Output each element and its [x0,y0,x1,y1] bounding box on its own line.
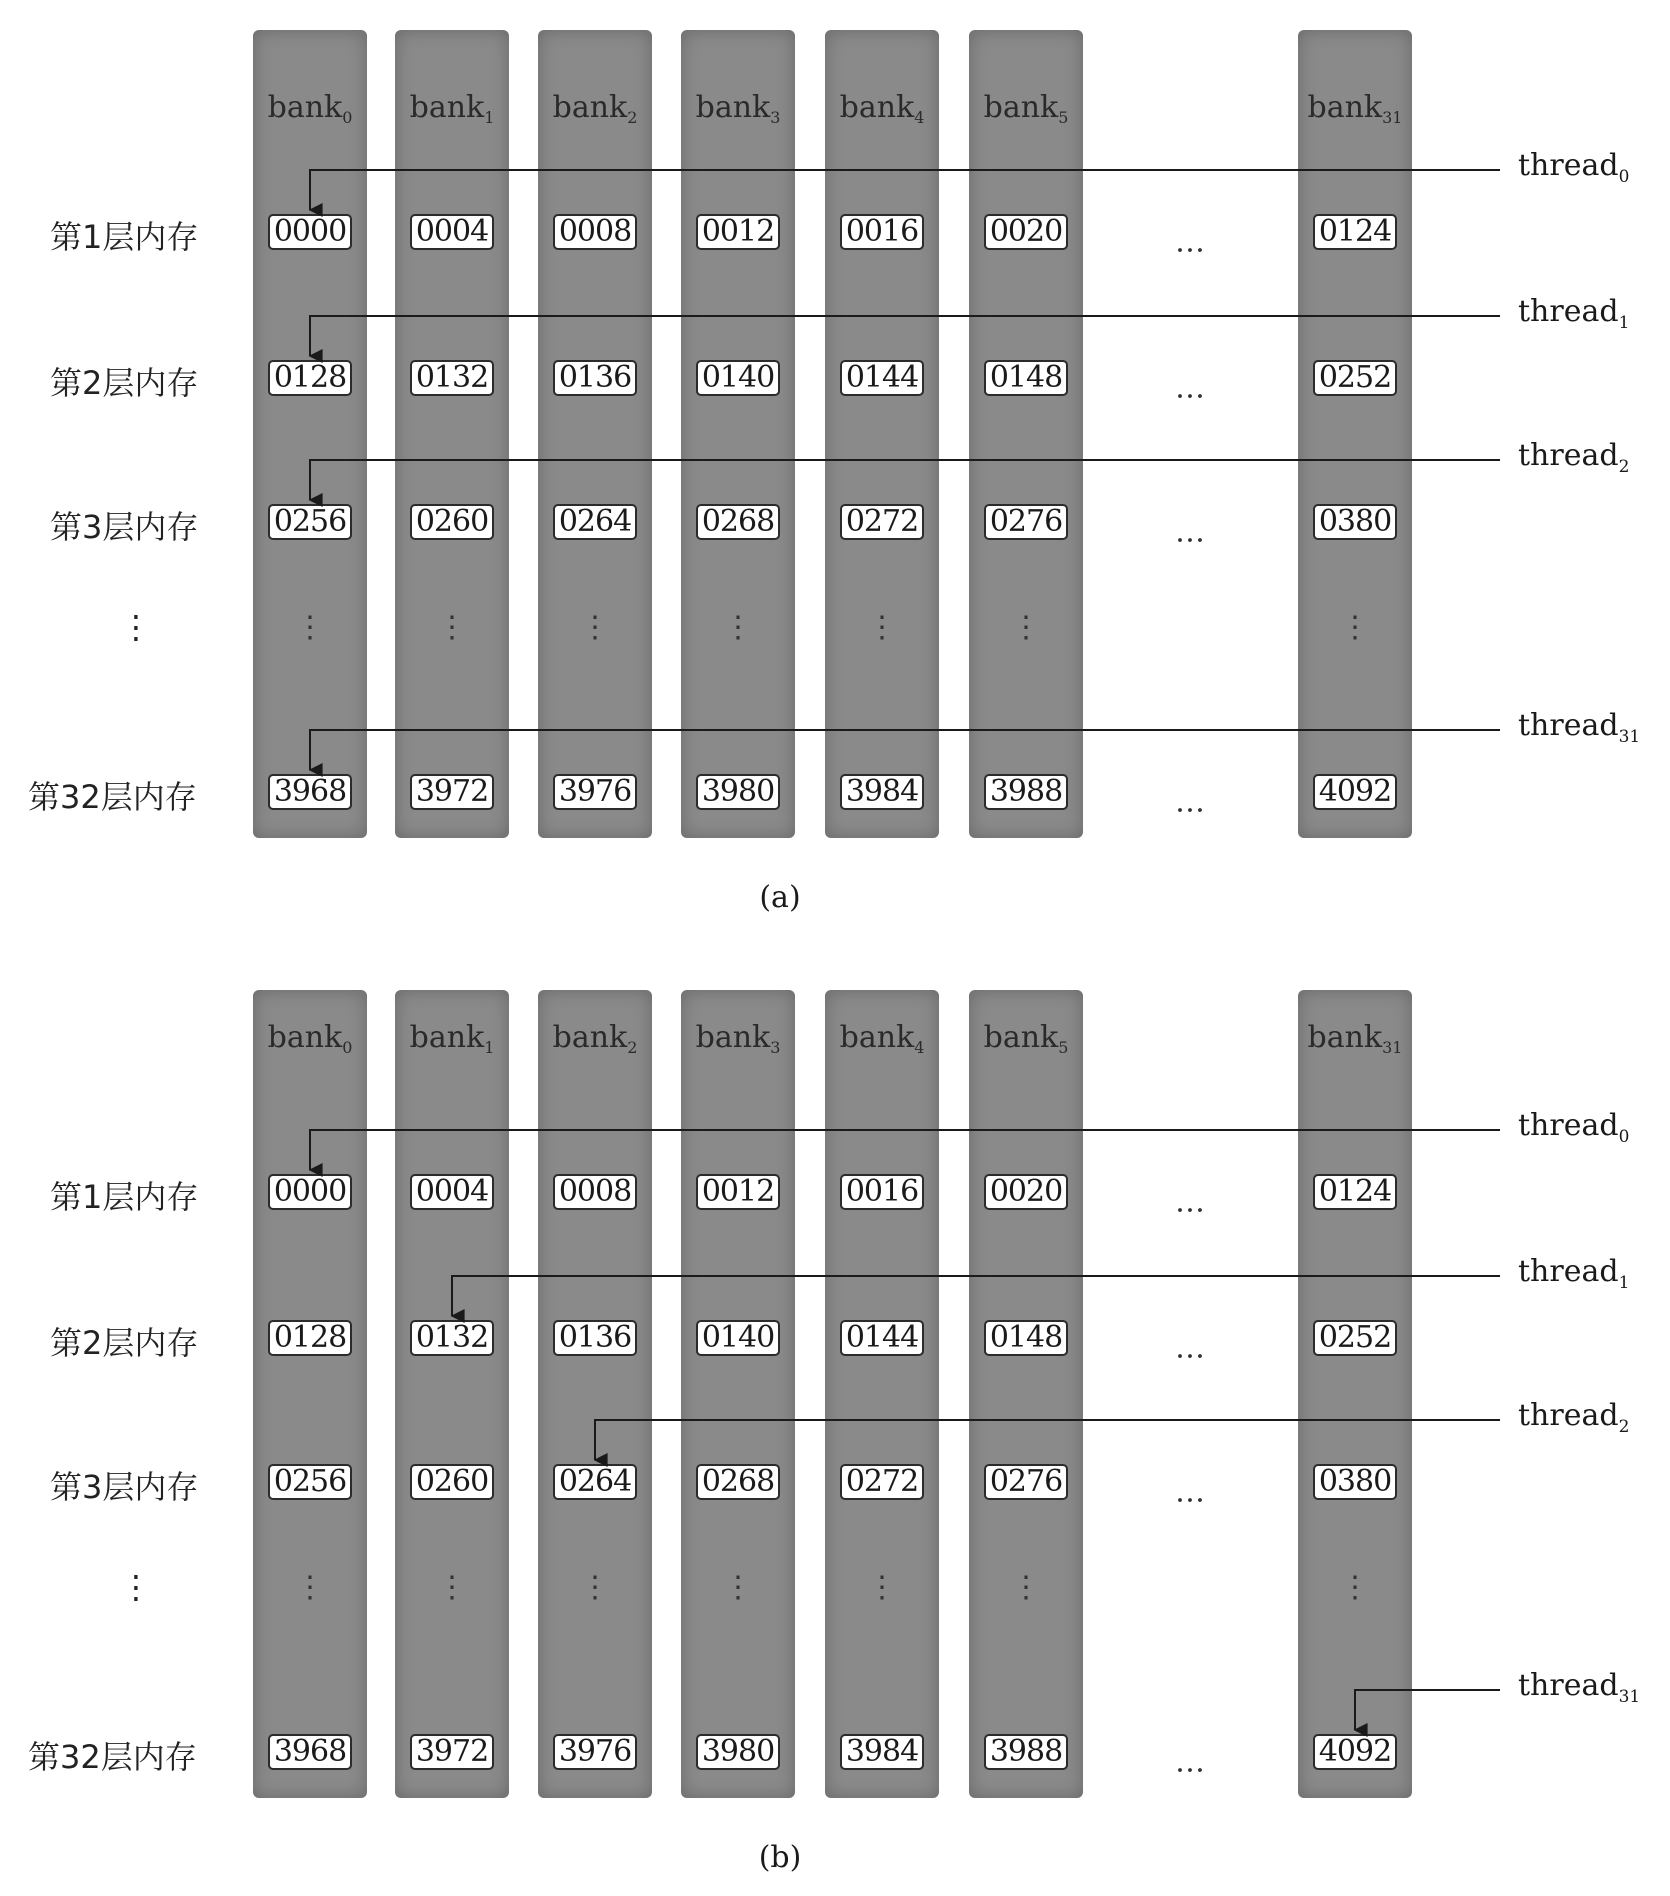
memory-cell: 0268 [696,1464,780,1500]
thread-label [1518,1398,1629,1437]
thread-label [1518,294,1629,333]
memory-cell: 0000 [268,214,352,250]
row-label: 第3层内存 [50,508,199,546]
row-label: 第32层内存 [28,778,197,816]
bank-label [840,90,925,127]
memory-cell: 0000 [268,1174,352,1210]
vertical-ellipsis: ⋮ [1340,1570,1370,1605]
memory-cell: 0260 [410,504,494,540]
memory-cell: 0380 [1313,1464,1397,1500]
thread-label-base: thread [1518,1254,1619,1289]
memory-cell: 0132 [410,360,494,396]
memory-cell: 0012 [696,214,780,250]
memory-cell: 0260 [410,1464,494,1500]
horizontal-ellipsis: … [1175,370,1205,406]
row-label: 第2层内存 [50,364,199,402]
vertical-ellipsis: ⋮ [295,610,325,645]
bank-column [681,990,795,1798]
vertical-ellipsis: ⋮ [723,1570,753,1605]
bank-column [395,30,509,838]
horizontal-ellipsis: … [1175,784,1205,820]
bank-label-base: bank [1307,1020,1383,1055]
memory-cell: 3968 [268,774,352,810]
memory-cell: 0016 [840,214,924,250]
thread-label [1518,148,1629,187]
bank-label-index: 0 [342,1038,353,1057]
bank-column [253,990,367,1798]
bank-label-index: 31 [1382,1038,1403,1057]
vertical-ellipsis: ⋮ [1011,610,1041,645]
memory-cell: 0132 [410,1320,494,1356]
memory-cell: 0148 [984,1320,1068,1356]
thread-label-index: 31 [1618,727,1641,747]
row-label-ellipsis: ⋮ [120,1568,152,1606]
vertical-ellipsis: ⋮ [295,1570,325,1605]
memory-cell: 0008 [553,1174,637,1210]
vertical-ellipsis: ⋮ [1340,610,1370,645]
bank-column [538,30,652,838]
vertical-ellipsis: ⋮ [580,1570,610,1605]
bank-label-base: bank [409,1020,485,1055]
memory-cell: 0148 [984,360,1068,396]
memory-cell: 0140 [696,1320,780,1356]
bank-label-base: bank [695,90,771,125]
memory-cell: 0012 [696,1174,780,1210]
thread-label-index: 2 [1618,1417,1630,1437]
memory-cell: 3976 [553,774,637,810]
row-label: 第32层内存 [28,1738,197,1776]
memory-cell: 0136 [553,1320,637,1356]
thread-label-base: thread [1518,1398,1619,1433]
thread-label-index: 1 [1618,313,1630,333]
bank-label [984,1020,1069,1057]
memory-cell: 0140 [696,360,780,396]
memory-cell: 0272 [840,1464,924,1500]
bank-label [1308,1020,1403,1057]
bank-label-index: 5 [1058,1038,1069,1057]
memory-cell: 0016 [840,1174,924,1210]
thread-label [1518,1254,1629,1293]
memory-cell: 3972 [410,774,494,810]
vertical-ellipsis: ⋮ [580,610,610,645]
memory-cell: 0256 [268,1464,352,1500]
memory-cell: 0124 [1313,1174,1397,1210]
horizontal-ellipsis: … [1175,1184,1205,1220]
bank-label [984,90,1069,127]
bank-column [825,990,939,1798]
memory-cell: 0252 [1313,1320,1397,1356]
thread-label-index: 2 [1618,457,1630,477]
memory-cell: 0124 [1313,214,1397,250]
bank-label [268,1020,353,1057]
memory-cell: 0252 [1313,360,1397,396]
bank-label-index: 1 [484,108,495,127]
bank-label-index: 31 [1382,108,1403,127]
row-label: 第1层内存 [50,1178,199,1216]
bank-column [1298,990,1412,1798]
memory-cell: 0144 [840,360,924,396]
bank-label-base: bank [983,90,1059,125]
bank-label-base: bank [552,1020,628,1055]
bank-column [253,30,367,838]
bank-label [696,1020,781,1057]
memory-cell: 4092 [1313,774,1397,810]
memory-cell: 0136 [553,360,637,396]
vertical-ellipsis: ⋮ [1011,1570,1041,1605]
bank-label-base: bank [267,1020,343,1055]
bank-label-base: bank [552,90,628,125]
memory-cell: 0004 [410,1174,494,1210]
bank-label-index: 4 [914,1038,925,1057]
memory-cell: 0276 [984,1464,1068,1500]
vertical-ellipsis: ⋮ [723,610,753,645]
horizontal-ellipsis: … [1175,514,1205,550]
figure-caption: (b) [758,1840,802,1875]
memory-cell: 0380 [1313,504,1397,540]
bank-label-index: 0 [342,108,353,127]
bank-label [1308,90,1403,127]
thread-label-base: thread [1518,148,1619,183]
memory-cell: 4092 [1313,1734,1397,1770]
bank-label [410,90,495,127]
bank-label-index: 5 [1058,108,1069,127]
thread-label [1518,1668,1640,1707]
bank-column [538,990,652,1798]
bank-column [1298,30,1412,838]
horizontal-ellipsis: … [1175,1744,1205,1780]
memory-cell: 0128 [268,1320,352,1356]
vertical-ellipsis: ⋮ [867,610,897,645]
bank-column [681,30,795,838]
memory-cell: 3988 [984,1734,1068,1770]
bank-label-base: bank [267,90,343,125]
panel-b [0,960,1670,1896]
thread-label-base: thread [1518,1108,1619,1143]
memory-cell: 0268 [696,504,780,540]
memory-cell: 3980 [696,1734,780,1770]
thread-label-base: thread [1518,294,1619,329]
memory-cell: 0264 [553,1464,637,1500]
thread-label-index: 1 [1618,1273,1630,1293]
memory-cell: 0008 [553,214,637,250]
vertical-ellipsis: ⋮ [867,1570,897,1605]
memory-cell: 0264 [553,504,637,540]
bank-label-index: 1 [484,1038,495,1057]
thread-label-index: 0 [1618,167,1630,187]
row-label: 第3层内存 [50,1468,199,1506]
thread-label [1518,1108,1629,1147]
thread-label-base: thread [1518,708,1619,743]
memory-cell: 3980 [696,774,780,810]
thread-label [1518,708,1640,747]
memory-cell: 3984 [840,774,924,810]
row-label: 第2层内存 [50,1324,199,1362]
horizontal-ellipsis: … [1175,1330,1205,1366]
memory-cell: 0256 [268,504,352,540]
memory-cell: 3968 [268,1734,352,1770]
vertical-ellipsis: ⋮ [437,610,467,645]
bank-label [553,90,638,127]
bank-label [553,1020,638,1057]
bank-label-index: 3 [770,108,781,127]
thread-label-index: 0 [1618,1127,1630,1147]
bank-label [840,1020,925,1057]
memory-cell: 3984 [840,1734,924,1770]
vertical-ellipsis: ⋮ [437,1570,467,1605]
bank-label-base: bank [409,90,485,125]
bank-column [969,30,1083,838]
thread-label [1518,438,1629,477]
memory-cell: 3972 [410,1734,494,1770]
bank-label [268,90,353,127]
memory-cell: 0276 [984,504,1068,540]
bank-label [696,90,781,127]
bank-column [825,30,939,838]
thread-label-base: thread [1518,1668,1619,1703]
bank-label-base: bank [839,90,915,125]
memory-cell: 3988 [984,774,1068,810]
horizontal-ellipsis: … [1175,1474,1205,1510]
bank-label-base: bank [839,1020,915,1055]
bank-label-base: bank [695,1020,771,1055]
row-label-ellipsis: ⋮ [120,608,152,646]
bank-label-index: 4 [914,108,925,127]
bank-label-base: bank [1307,90,1383,125]
bank-label-base: bank [983,1020,1059,1055]
bank-label-index: 3 [770,1038,781,1057]
thread-label-base: thread [1518,438,1619,473]
bank-column [969,990,1083,1798]
figure-caption: (a) [759,880,801,915]
bank-label-index: 2 [627,1038,638,1057]
memory-cell: 0272 [840,504,924,540]
memory-cell: 0128 [268,360,352,396]
bank-label [410,1020,495,1057]
bank-column [395,990,509,1798]
thread-label-index: 31 [1618,1687,1641,1707]
memory-cell: 0020 [984,1174,1068,1210]
row-label: 第1层内存 [50,218,199,256]
horizontal-ellipsis: … [1175,224,1205,260]
memory-cell: 0020 [984,214,1068,250]
memory-cell: 3976 [553,1734,637,1770]
memory-cell: 0144 [840,1320,924,1356]
bank-label-index: 2 [627,108,638,127]
memory-cell: 0004 [410,214,494,250]
